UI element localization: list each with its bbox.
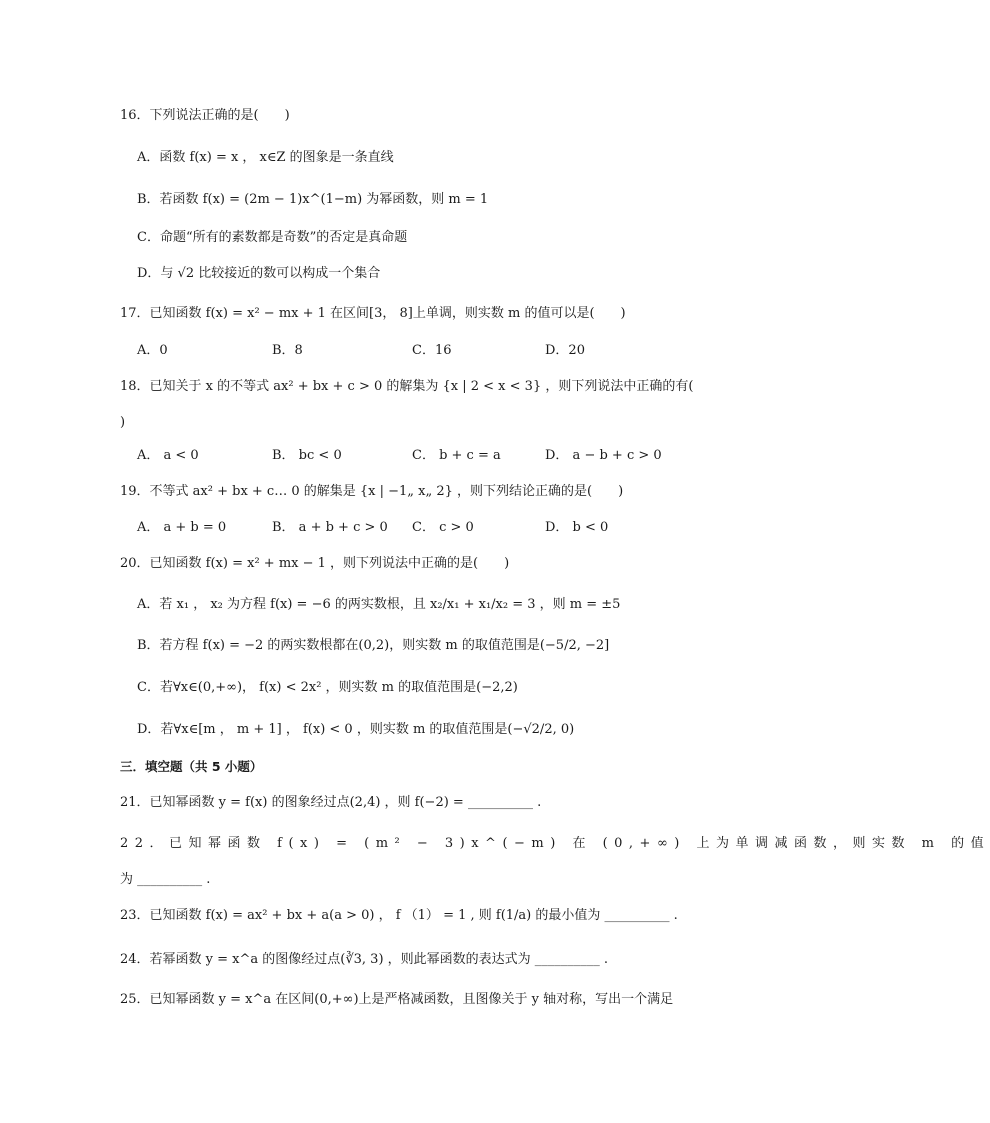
question-18-stem: 18．已知关于 x 的不等式 ax² + bx + c > 0 的解集为 {x | 2 < x < 3} ，则下列说法中正确的有( (120, 379, 694, 394)
question-18-option-b: B． bc < 0 (272, 448, 342, 463)
question-16-option-a: A．函数 f(x) = x ， x∈Z 的图象是一条直线 (137, 150, 394, 165)
question-20-option-d: D．若∀x∈[m ， m + 1] ， f(x) < 0 ，则实数 m 的取值范围是(−√2/2, 0) (137, 722, 575, 737)
question-19-stem: 19．不等式 ax² + bx + c… 0 的解集是 {x | −1„ x„ 2} ，则下列结论正确的是( ) (120, 484, 624, 499)
question-18-option-c: C． b + c = a (412, 448, 501, 463)
question-19-option-a: A． a + b = 0 (137, 520, 227, 535)
question-20-stem: 20．已知函数 f(x) = x² + mx − 1 ，则下列说法中正确的是( ) (120, 556, 510, 571)
question-17-option-a: A．0 (137, 343, 168, 358)
question-18-stem-continued: ) (120, 415, 126, 430)
question-19-option-d: D． b < 0 (545, 520, 609, 535)
question-19-option-c: C． c > 0 (412, 520, 474, 535)
question-25: 25．已知幂函数 y = x^a 在区间(0,+∞)上是严格减函数，且图像关于 y 轴对称，写出一个满足 (120, 992, 674, 1007)
question-22: 22．已知幂函数 f(x) = (m² − 3)x^(−m) 在 (0,+∞) 上为单调减函数，则实数 m 的值 (120, 836, 990, 851)
question-17-option-b: B．8 (272, 343, 303, 358)
question-17-option-d: D．20 (545, 343, 585, 358)
question-19-option-b: B． a + b + c > 0 (272, 520, 388, 535)
question-24: 24．若幂函数 y = x^a 的图像经过点(∛3, 3) ，则此幂函数的表达式为 __________ . (120, 952, 609, 967)
question-17-option-c: C．16 (412, 343, 452, 358)
question-21: 21．已知幂函数 y = f(x) 的图象经过点(2,4) ，则 f(−2) = __________ . (120, 795, 542, 810)
question-16-option-d: D．与 √2 比较接近的数可以构成一个集合 (137, 266, 381, 281)
section-heading-fill-in: 三．填空题（共 5 小题） (120, 759, 263, 774)
question-17-stem: 17．已知函数 f(x) = x² − mx + 1 在区间[3， 8]上单调，则实数 m 的值可以是( ) (120, 306, 626, 321)
question-20-option-a: A．若 x₁ ， x₂ 为方程 f(x) = −6 的两实数根，且 x₂/x₁ + x₁/x₂ = 3 ，则 m = ±5 (137, 597, 621, 612)
question-16-option-c: C．命题“所有的素数都是奇数”的否定是真命题 (137, 230, 408, 245)
question-22-continued: 为 __________ . (120, 872, 211, 887)
question-18-option-d: D． a − b + c > 0 (545, 448, 662, 463)
question-18-option-a: A． a < 0 (137, 448, 199, 463)
question-16-option-b: B．若函数 f(x) = (2m − 1)x^(1−m) 为幂函数，则 m = 1 (137, 192, 489, 207)
question-20-option-c: C．若∀x∈(0,+∞)， f(x) < 2x² ，则实数 m 的取值范围是(−2,2) (137, 680, 518, 695)
question-20-option-b: B．若方程 f(x) = −2 的两实数根都在(0,2)，则实数 m 的取值范围是(−5/2, −2] (137, 638, 610, 653)
question-16-stem: 16．下列说法正确的是( ) (120, 108, 290, 123)
question-23: 23．已知函数 f(x) = ax² + bx + a(a > 0) ， f （1） = 1 , 则 f(1/a) 的最小值为 __________ . (120, 908, 678, 923)
